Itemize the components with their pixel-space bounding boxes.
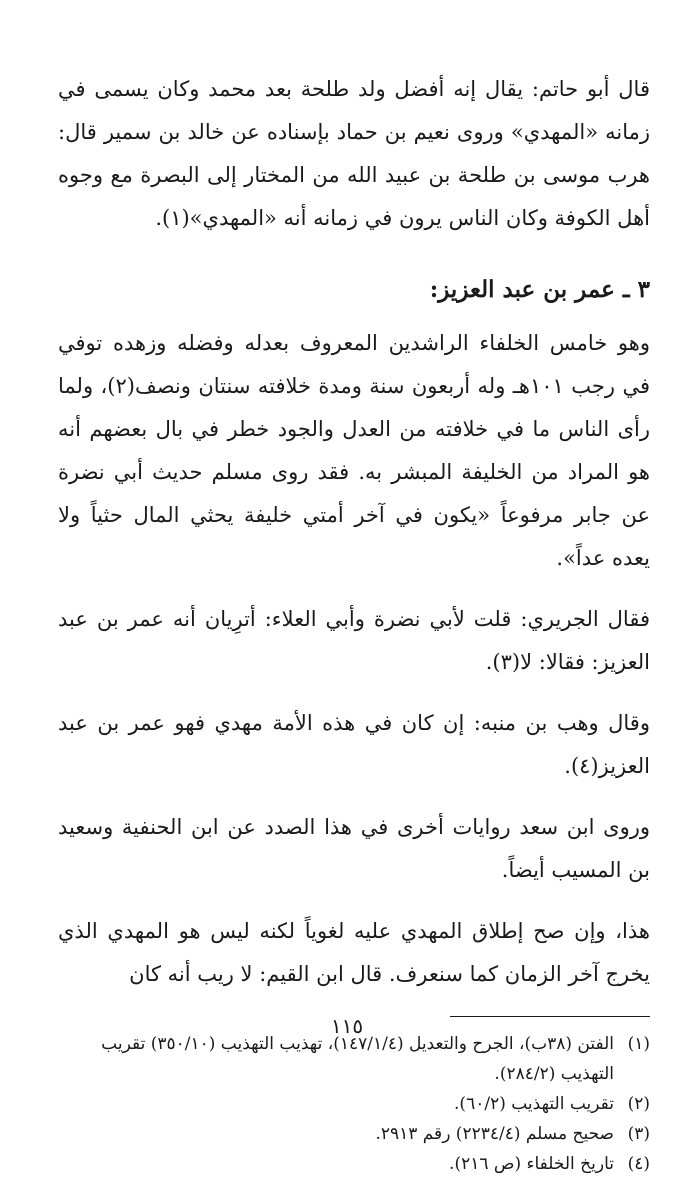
footnote-text: تاريخ الخلفاء (ص ٢١٦). <box>449 1154 614 1174</box>
footnote-text: تقريب التهذيب (٦٠/٢). <box>454 1094 614 1114</box>
paragraph-abu-hatim <box>58 68 650 240</box>
paragraph-umar-intro <box>58 322 650 580</box>
paragraph-wahb <box>58 702 650 788</box>
footnote-item <box>58 1119 650 1149</box>
footnote-text: صحيح مسلم (٢٢٣٤/٤) رقم ٢٩١٣. <box>375 1124 614 1144</box>
footnote-number: (١) <box>627 1034 650 1054</box>
section-heading: ٣ ـ عمر بن عبد العزيز: <box>429 276 650 303</box>
paragraph-ibn-sad <box>58 806 650 892</box>
paragraph-text: وروى ابن سعد روايات أخرى في هذا الصدد عن ابن الحنفية وسعيد بن المسيب أيضاً. <box>58 815 650 882</box>
paragraph-conclusion <box>58 910 650 996</box>
paragraph-text: وهو خامس الخلفاء الراشدين المعروف بعدله وفضله وزهده توفي في رجب ١٠١هـ وله أربعون سنة ومدة خلافته سنتان ونصف(٢)، ولما رأى الناس ما في خلافته من العدل والجود خطر في بال بعضهم أنه هو المراد من الخليفة المبشر به. فقد روى مسلم حديث أبي نضرة عن جابر مرفوعاً «يكون في آخر أمتي خليفة يحثي المال حثياً ولا يعده عداً». <box>58 331 650 570</box>
footnote-text: الفتن (٣٨ب)، الجرح والتعديل (١٤٧/١/٤)، تهذيب التهذيب (٣٥٠/١٠) تقريب التهذيب (٢٨٤/٢). <box>101 1034 614 1084</box>
footnote-item <box>58 1029 650 1089</box>
footnote-number: (٢) <box>627 1094 650 1114</box>
footnotes <box>58 1029 650 1179</box>
paragraph-jurayri <box>58 598 650 684</box>
footnote-item <box>58 1149 650 1179</box>
paragraph-text: هذا، وإن صح إطلاق المهدي عليه لغوياً لكنه ليس هو المهدي الذي يخرج آخر الزمان كما سنعرف. قال ابن القيم: لا ريب أنه كان <box>58 919 650 986</box>
footnote-number: (٣) <box>627 1124 650 1144</box>
page-number: ١١٥ <box>330 1014 364 1038</box>
footnote-number: (٤) <box>627 1154 650 1174</box>
paragraph-text: وقال وهب بن منبه: إن كان في هذه الأمة مهدي فهو عمر بن عبد العزيز(٤). <box>58 711 650 778</box>
paragraph-text: فقال الجريري: قلت لأبي نضرة وأبي العلاء: أترِيان أنه عمر بن عبد العزيز: فقالا: لا(٣). <box>58 607 650 674</box>
paragraph-text: قال أبو حاتم: يقال إنه أفضل ولد طلحة بعد محمد وكان يسمى في زمانه «المهدي» وروى نعيم بن حماد بإسناده عن خالد بن سمير قال: هرب موسى بن طلحة بن عبيد الله من المختار إلى البصرة مع وجوه أهل الكوفة وكان الناس يرون في زمانه أنه «المهدي»(١). <box>58 77 650 230</box>
